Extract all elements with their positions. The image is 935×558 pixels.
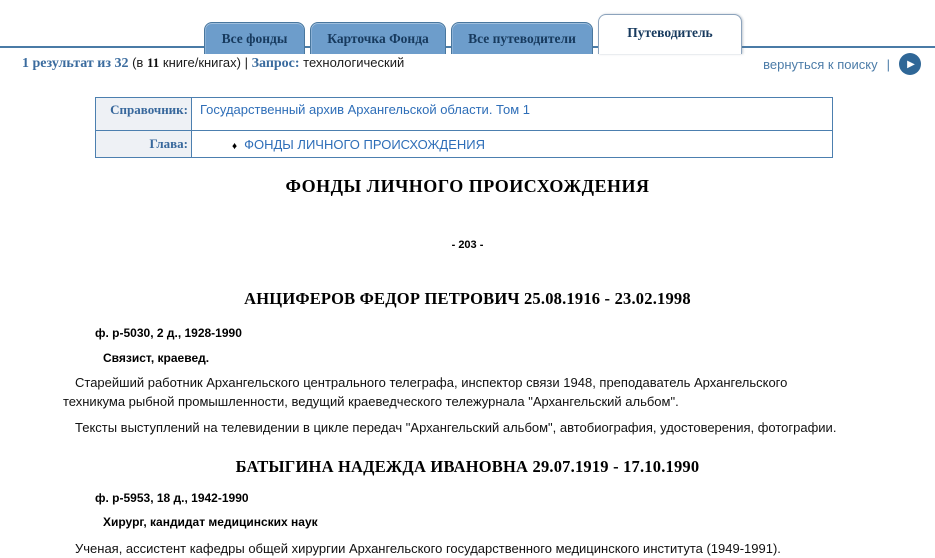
entry-paragraph: Тексты выступлений на телевидении в цикле передач "Архангельский альбом", автобиография, удостоверения, фотографии.: [75, 420, 837, 435]
fond-reference: ф. р-5953, 18 д., 1942-1990: [95, 491, 249, 505]
books-prefix: (в: [132, 55, 144, 70]
tab-all-guides[interactable]: Все путеводители: [451, 22, 593, 54]
back-to-search-link[interactable]: вернуться к поиску: [763, 56, 878, 72]
back-separator: |: [886, 56, 890, 72]
reference-book-link[interactable]: Государственный архив Архангельской области. Том 1: [200, 102, 530, 117]
reference-label: Справочник:: [96, 98, 192, 131]
table-row: [96, 131, 833, 158]
books-suffix: книге/книгах): [162, 55, 241, 70]
entry-heading: АНЦИФЕРОВ ФЕДОР ПЕТРОВИЧ 25.08.1916 - 23.02.1998: [244, 289, 691, 308]
forward-arrow-button[interactable]: [899, 53, 921, 75]
tab-all-fonds[interactable]: Все фонды: [204, 22, 305, 54]
results-count: 1 результат из 32: [22, 56, 129, 71]
diamond-bullet-icon: ♦: [232, 140, 238, 152]
tab-bar: [204, 14, 742, 54]
chapter-link[interactable]: ФОНДЫ ЛИЧНОГО ПРОИСХОЖДЕНИЯ: [244, 136, 485, 152]
play-icon: ▶: [907, 58, 915, 70]
entry-paragraph: Старейший работник Архангельского центрального телеграфа, инспектор связи 1948, преподаватель Архангельского техникума рыбной промышленности, ведущий краеведческого тележурнала "Архангельский альбом".: [63, 375, 788, 409]
tab-fond-card[interactable]: Карточка Фонда: [310, 22, 446, 54]
books-count: 11: [146, 55, 160, 70]
fond-reference: ф. р-5030, 2 д., 1928-1990: [95, 326, 242, 340]
query-label: Запрос:: [251, 56, 300, 71]
back-to-search-area: [763, 53, 921, 75]
tab-guide-active[interactable]: Путеводитель: [598, 14, 742, 54]
table-row: [96, 98, 833, 131]
chapter-label: Глава:: [96, 131, 192, 158]
occupation-line: Связист, краевед.: [103, 351, 210, 365]
entry-heading: БАТЫГИНА НАДЕЖДА ИВАНОВНА 29.07.1919 - 17.10.1990: [235, 457, 700, 476]
occupation-line: Хирург, кандидат медицинских наук: [103, 515, 318, 529]
results-bar: [22, 55, 404, 73]
page-number: - 203 -: [451, 239, 484, 251]
results-separator: |: [244, 55, 248, 70]
document-title: ФОНДЫ ЛИЧНОГО ПРОИСХОЖДЕНИЯ: [285, 176, 650, 196]
entry-paragraph: Ученая, ассистент кафедры общей хирургии Архангельского государственного медицинского института (1949-1991).: [75, 541, 781, 556]
guide-info-table: [95, 97, 833, 158]
query-value: технологический: [303, 55, 405, 70]
